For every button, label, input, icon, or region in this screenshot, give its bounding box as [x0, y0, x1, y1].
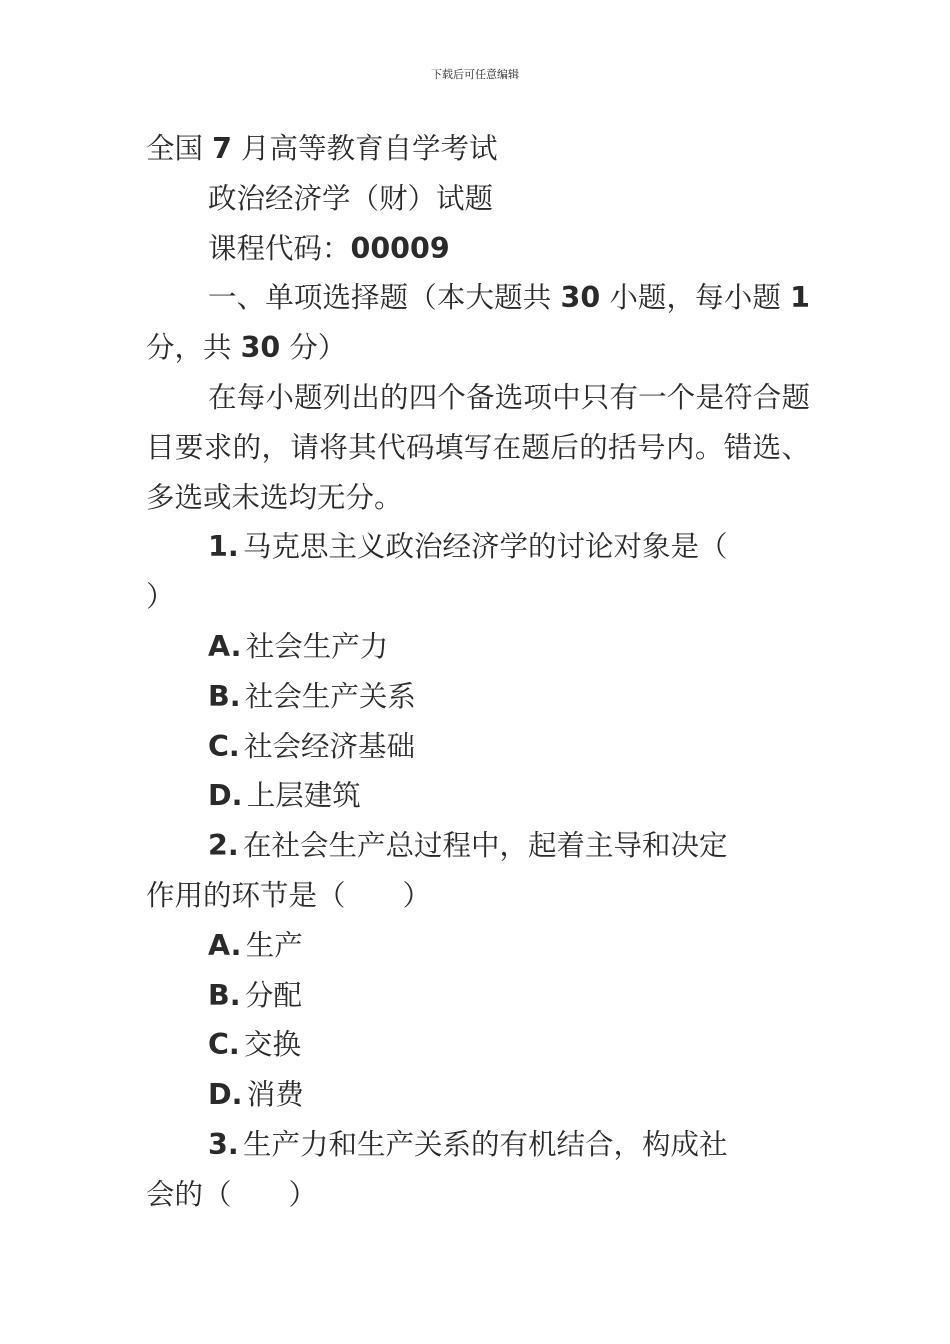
course-code: 课程代码：00009 [208, 231, 450, 265]
question-1-option-b: B. 社会生产关系 [208, 679, 416, 713]
exam-subtitle: 政治经济学（财）试题 [208, 181, 494, 215]
exam-title: 全国 7 月高等教育自学考试 [146, 132, 498, 165]
document-body [146, 124, 810, 1220]
question-1-option-a: A. 社会生产力 [208, 629, 389, 663]
section-instructions: 在每小题列出的四个备选项中只有一个是符合题目要求的，请将其代码填写在题后的括号内。错选、多选或未选均无分。 [146, 380, 810, 514]
page-header: 下载后可任意编辑 [431, 68, 519, 81]
question-2-option-a: A. 生产 [208, 928, 303, 962]
question-2-option-d: D. 消费 [208, 1078, 304, 1112]
question-2-option-b: B. 分配 [208, 978, 302, 1012]
question-1-option-c: C. 社会经济基础 [208, 729, 416, 763]
section-heading: 一、单项选择题（本大题共 30 小题，每小题 1 分，共 30 分） [146, 281, 810, 365]
question-3-stem-cont: 会的（ ） [146, 1177, 318, 1211]
question-2-stem: 2. 在社会生产总过程中，起着主导和决定 [208, 829, 728, 863]
course-code-number: 00009 [350, 231, 450, 265]
question-1-option-d: D. 上层建筑 [208, 779, 361, 813]
question-3-stem: 3. 生产力和生产关系的有机结合，构成社 [208, 1127, 728, 1161]
question-1-stem-cont: ） [146, 580, 175, 614]
question-2-option-c: C. 交换 [208, 1028, 302, 1062]
question-2-stem-cont: 作用的环节是（ ） [146, 878, 432, 912]
question-1-stem: 1. 马克思主义政治经济学的讨论对象是（ [208, 530, 728, 564]
